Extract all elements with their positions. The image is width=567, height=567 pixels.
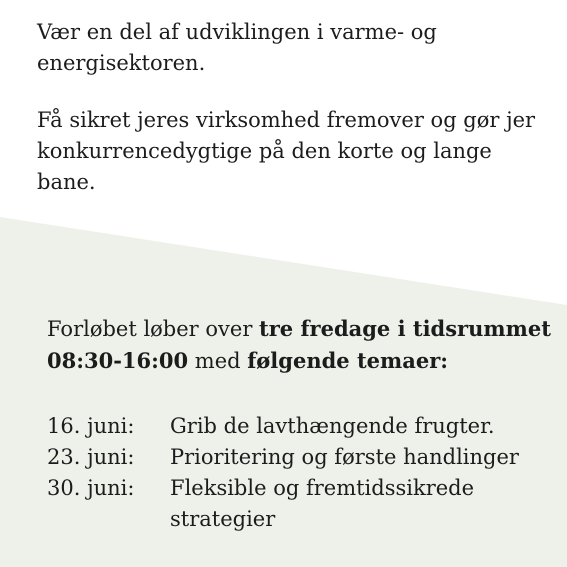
intro-section [37,17,557,198]
description-period: tre fredage i tidsrummet 08:30-16:00 [47,316,551,373]
course-description [47,313,562,377]
schedule-topic: Prioritering og første handlinger [170,445,519,469]
intro-paragraph-1: Vær en del af udviklingen i varme- og energisektoren. [37,20,437,75]
intro-paragraph-2: Få sikret jeres virksomhed fremover og gør jer konkurrencedygtige på den korte og lange bane. [37,108,536,194]
schedule-topic: Fleksible og fremtidssikrede strategier [170,476,475,531]
schedule-topic: Grib de lavthængende frugter. [170,414,495,438]
schedule-date: 30. juni: [47,476,135,500]
description-topics: følgende temaer: [247,348,449,373]
description-middle: med [188,349,248,373]
schedule-date: 16. juni: [47,414,135,438]
schedule-list [47,411,562,535]
schedule-date: 23. juni: [47,445,135,469]
description-prefix: Forløbet løber over [47,317,260,341]
course-details [47,313,562,535]
